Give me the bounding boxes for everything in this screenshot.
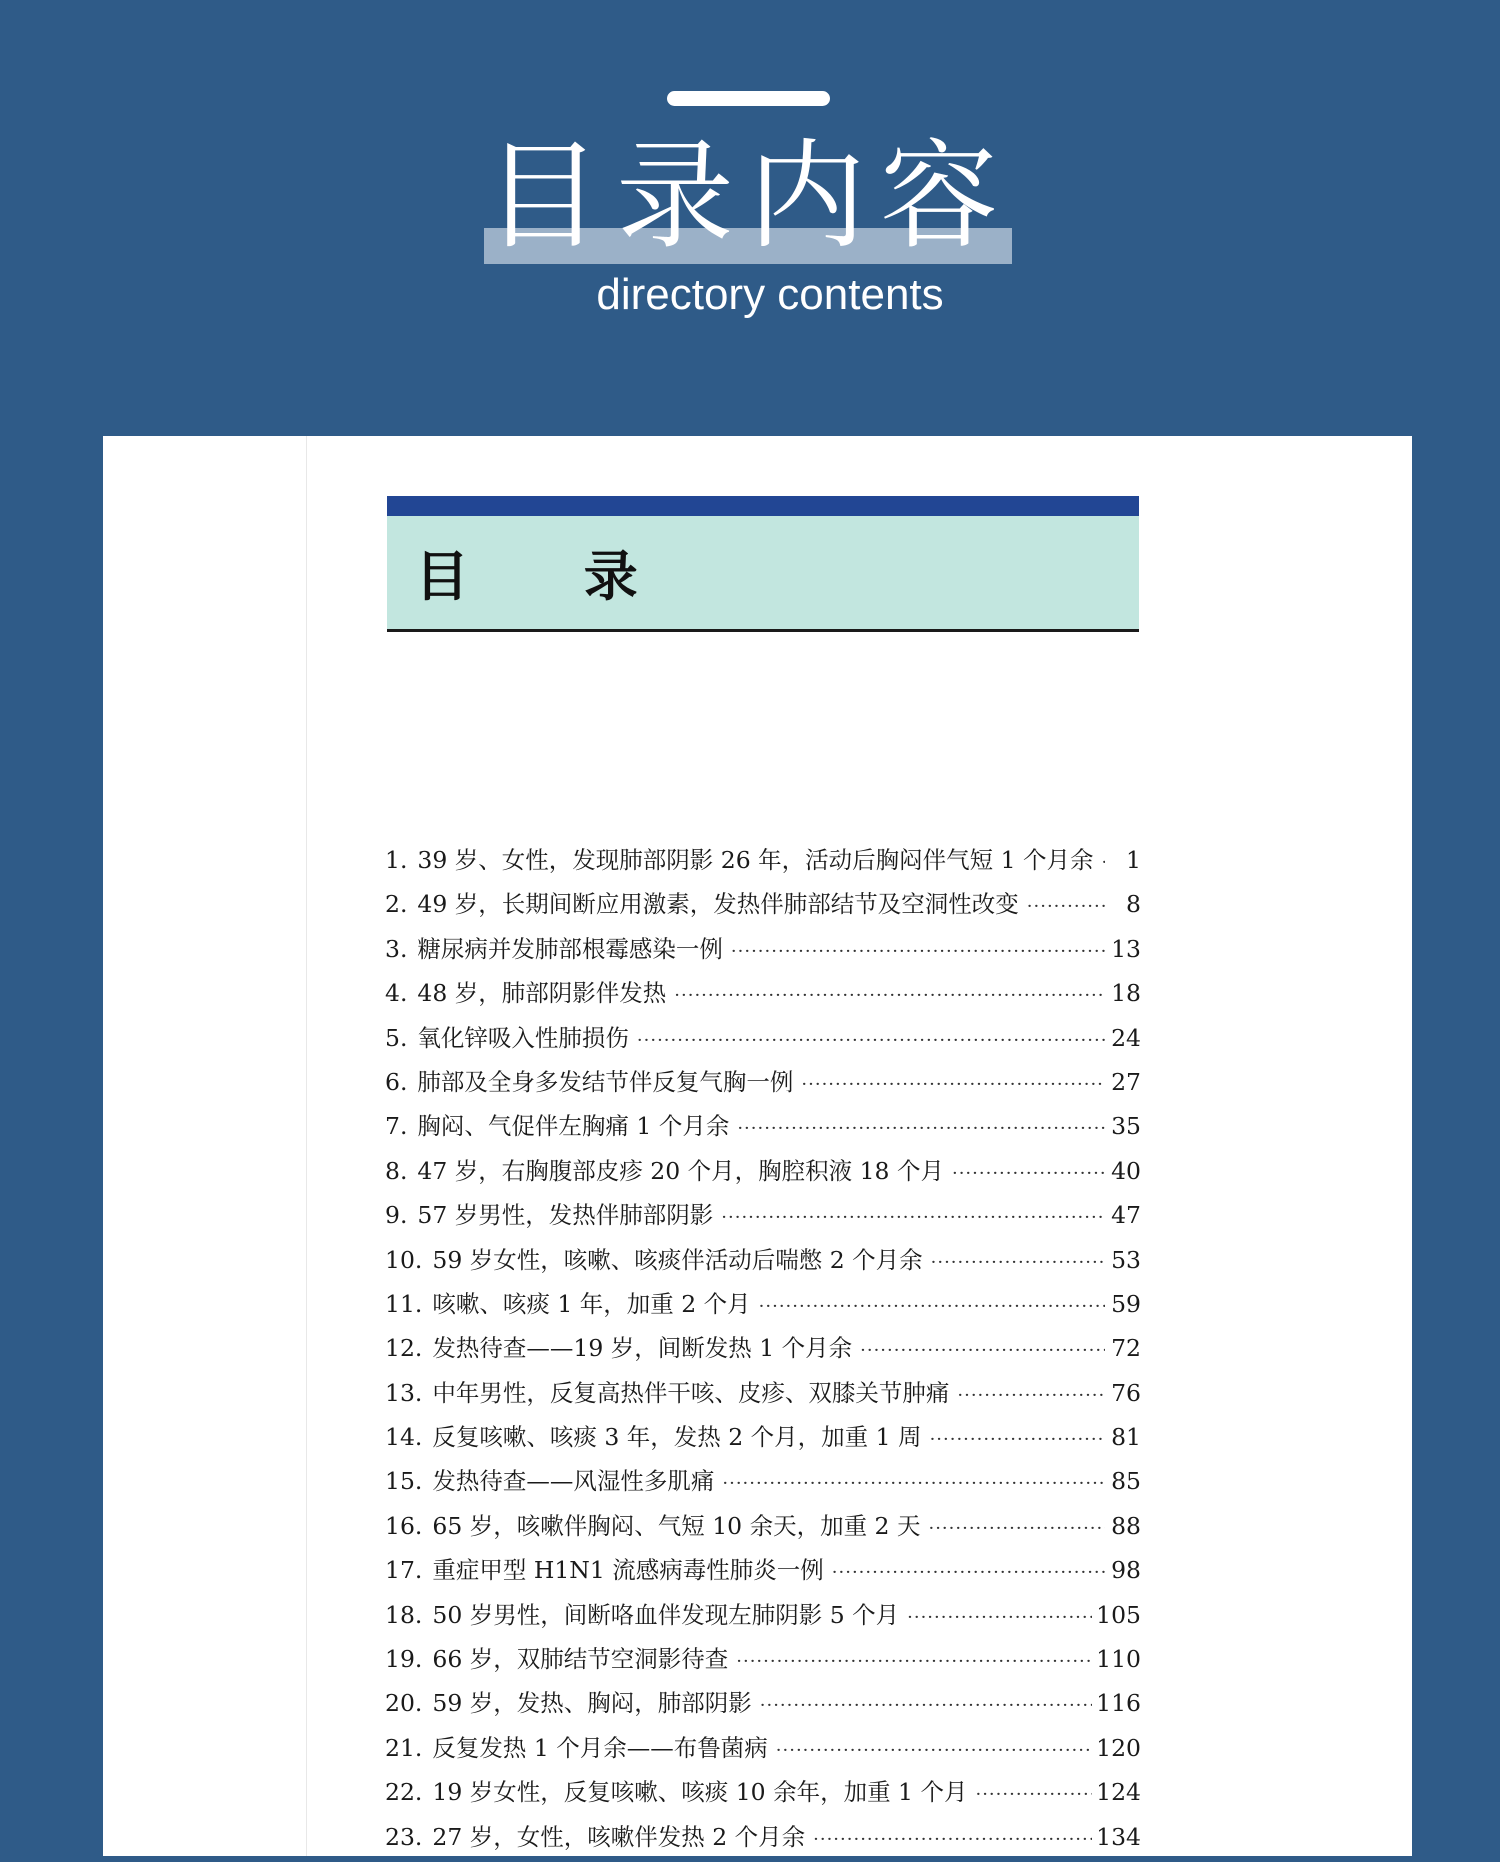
toc-entry-title: 27 岁，女性，咳嗽伴发热 2 个月余 [432,1822,806,1851]
toc-entry-number: 2. [385,890,408,919]
toc-entry-page: 85 [1111,1467,1141,1496]
toc-entry-number: 4. [385,979,408,1008]
toc-entry-page: 81 [1111,1423,1141,1452]
toc-entry-title: 咳嗽、咳痰 1 年，加重 2 个月 [432,1289,751,1318]
toc-entry[interactable] [385,1241,1141,1285]
page-title: 目录内容 [484,127,1013,265]
toc-entry-title: 65 岁，咳嗽伴胸闷、气短 10 余天，加重 2 天 [432,1511,921,1540]
toc-entry-number: 12. [385,1334,423,1363]
toc-entry-title: 反复发热 1 个月余——布鲁菌病 [432,1733,768,1762]
toc-entry-title: 66 岁，双肺结节空洞影待查 [432,1645,729,1674]
toc-entry[interactable] [385,930,1141,974]
toc-entry-number: 17. [385,1556,423,1585]
toc-entry-title: 59 岁，发热、胸闷，肺部阴影 [432,1689,752,1718]
toc-entry-number: 16. [385,1511,423,1540]
toc-leader-dots [737,1118,1105,1139]
toc-banner-stripe [387,496,1139,516]
toc-leader-dots [760,1695,1092,1716]
toc-entry-page: 120 [1096,1733,1141,1762]
toc-entry-page: 105 [1096,1600,1141,1629]
toc-entry-page: 40 [1111,1156,1141,1185]
toc-leader-dots [637,1030,1105,1051]
toc-entry[interactable] [385,1507,1141,1551]
toc-entry-page: 18 [1111,979,1141,1008]
toc-entry-number: 22. [385,1778,423,1807]
toc-entry-title: 中年男性，反复高热伴干咳、皮疹、双膝关节肿痛 [432,1378,950,1407]
toc-entry[interactable] [385,1285,1141,1329]
toc-entry-number: 9. [385,1201,408,1230]
toc-leader-dots [928,1518,1105,1539]
toc-entry-page: 116 [1096,1689,1141,1718]
toc-entry-title: 19 岁女性，反复咳嗽、咳痰 10 余年，加重 1 个月 [432,1778,968,1807]
toc-entry-page: 98 [1111,1556,1141,1585]
toc-leader-dots [736,1651,1092,1672]
toc-entry-title: 氧化锌吸入性肺损伤 [417,1023,629,1052]
toc-entry[interactable] [385,1596,1141,1640]
toc-list [385,841,1141,1862]
toc-entry[interactable] [385,1329,1141,1373]
document-page [103,436,1412,1856]
toc-leader-dots [952,1163,1105,1184]
toc-entry[interactable] [385,1107,1141,1151]
toc-entry[interactable] [385,1374,1141,1418]
toc-leader-dots [832,1562,1105,1583]
toc-leader-dots [930,1429,1105,1450]
toc-entry-title: 47 岁，右胸腹部皮疹 20 个月，胸腔积液 18 个月 [417,1156,944,1185]
toc-entry-number: 14. [385,1423,423,1452]
toc-leader-dots [776,1740,1092,1761]
toc-entry-title: 发热待查——风湿性多肌痛 [432,1467,715,1496]
toc-leader-dots [801,1074,1105,1095]
toc-entry[interactable] [385,1684,1141,1728]
toc-entry-title: 胸闷、气促伴左胸痛 1 个月余 [417,1112,730,1141]
toc-entry[interactable] [385,1462,1141,1506]
toc-entry-title: 重症甲型 H1N1 流感病毒性肺炎一例 [432,1556,824,1585]
toc-entry[interactable] [385,974,1141,1018]
toc-entry-page: 35 [1111,1112,1141,1141]
toc-entry-page: 134 [1096,1822,1141,1851]
toc-entry[interactable] [385,1019,1141,1063]
decorative-bar [667,91,830,106]
toc-entry-page: 24 [1111,1023,1141,1052]
toc-entry-page: 8 [1126,890,1141,919]
toc-entry-number: 13. [385,1378,423,1407]
toc-entry-page: 47 [1111,1201,1141,1230]
toc-entry[interactable] [385,1063,1141,1107]
toc-entry-number: 6. [385,1067,408,1096]
toc-leader-dots [1027,896,1105,917]
toc-leader-dots [731,941,1105,962]
toc-entry-number: 1. [385,846,408,874]
toc-entry-page: 88 [1111,1511,1141,1540]
toc-leader-dots [674,985,1105,1006]
toc-entry-title: 49 岁，长期间断应用激素，发热伴肺部结节及空洞性改变 [417,890,1019,919]
page-subtitle: directory contents [596,270,944,319]
toc-entry-title: 50 岁男性，间断咯血伴发现左肺阴影 5 个月 [432,1600,900,1629]
toc-entry-number: 15. [385,1467,423,1496]
toc-entry[interactable] [385,1729,1141,1773]
toc-entry-title: 59 岁女性，咳嗽、咳痰伴活动后喘憋 2 个月余 [432,1245,923,1274]
toc-leader-dots [957,1385,1105,1406]
toc-leader-dots [1102,852,1105,873]
toc-entry[interactable] [385,1196,1141,1240]
toc-entry[interactable] [385,885,1141,929]
toc-entry[interactable] [385,841,1141,885]
toc-leader-dots [759,1296,1105,1317]
toc-entry-page: 13 [1111,934,1141,963]
toc-entry-page: 59 [1111,1289,1141,1318]
toc-entry-page: 124 [1096,1778,1141,1807]
toc-leader-dots [907,1607,1092,1628]
toc-entry-page: 53 [1111,1245,1141,1274]
toc-entry[interactable] [385,1152,1141,1196]
toc-entry[interactable] [385,1818,1141,1862]
toc-entry-page: 76 [1111,1378,1141,1407]
toc-entry[interactable] [385,1773,1141,1817]
toc-entry-number: 7. [385,1112,408,1141]
toc-entry-title: 发热待查——19 岁，间断发热 1 个月余 [432,1334,853,1363]
toc-entry-number: 19. [385,1645,423,1674]
toc-entry-number: 3. [385,934,408,963]
toc-banner [387,496,1139,632]
toc-entry-title: 39 岁、女性，发现肺部阴影 26 年，活动后胸闷伴气短 1 个月余 [417,846,1094,874]
toc-entry-title: 糖尿病并发肺部根霉感染一例 [417,934,723,963]
toc-entry-number: 10. [385,1245,423,1274]
toc-entry-number: 20. [385,1689,423,1718]
toc-entry-number: 8. [385,1156,408,1185]
toc-leader-dots [813,1829,1092,1850]
toc-leader-dots [975,1784,1092,1805]
page-header [0,0,1500,430]
toc-entry-number: 11. [385,1289,423,1318]
toc-entry-number: 18. [385,1600,423,1629]
toc-entry-number: 21. [385,1733,423,1762]
toc-entry-title: 57 岁男性，发热伴肺部阴影 [417,1201,714,1230]
toc-entry-number: 5. [385,1023,408,1052]
toc-entry-page: 27 [1111,1067,1141,1096]
toc-entry-number: 23. [385,1822,423,1851]
toc-entry-title: 反复咳嗽、咳痰 3 年，发热 2 个月，加重 1 周 [432,1423,922,1452]
toc-leader-dots [722,1473,1105,1494]
toc-leader-dots [931,1252,1105,1273]
toc-entry[interactable] [385,1551,1141,1595]
toc-entry-page: 72 [1111,1334,1141,1363]
toc-entry-page: 110 [1096,1645,1141,1674]
toc-leader-dots [860,1340,1105,1361]
toc-leader-dots [721,1207,1105,1228]
toc-entry-title: 48 岁，肺部阴影伴发热 [417,979,667,1008]
toc-entry-page: 1 [1126,846,1141,874]
toc-entry[interactable] [385,1418,1141,1462]
toc-entry-title: 肺部及全身多发结节伴反复气胸一例 [417,1067,794,1096]
toc-heading: 目 录 [415,545,686,608]
toc-entry[interactable] [385,1640,1141,1684]
